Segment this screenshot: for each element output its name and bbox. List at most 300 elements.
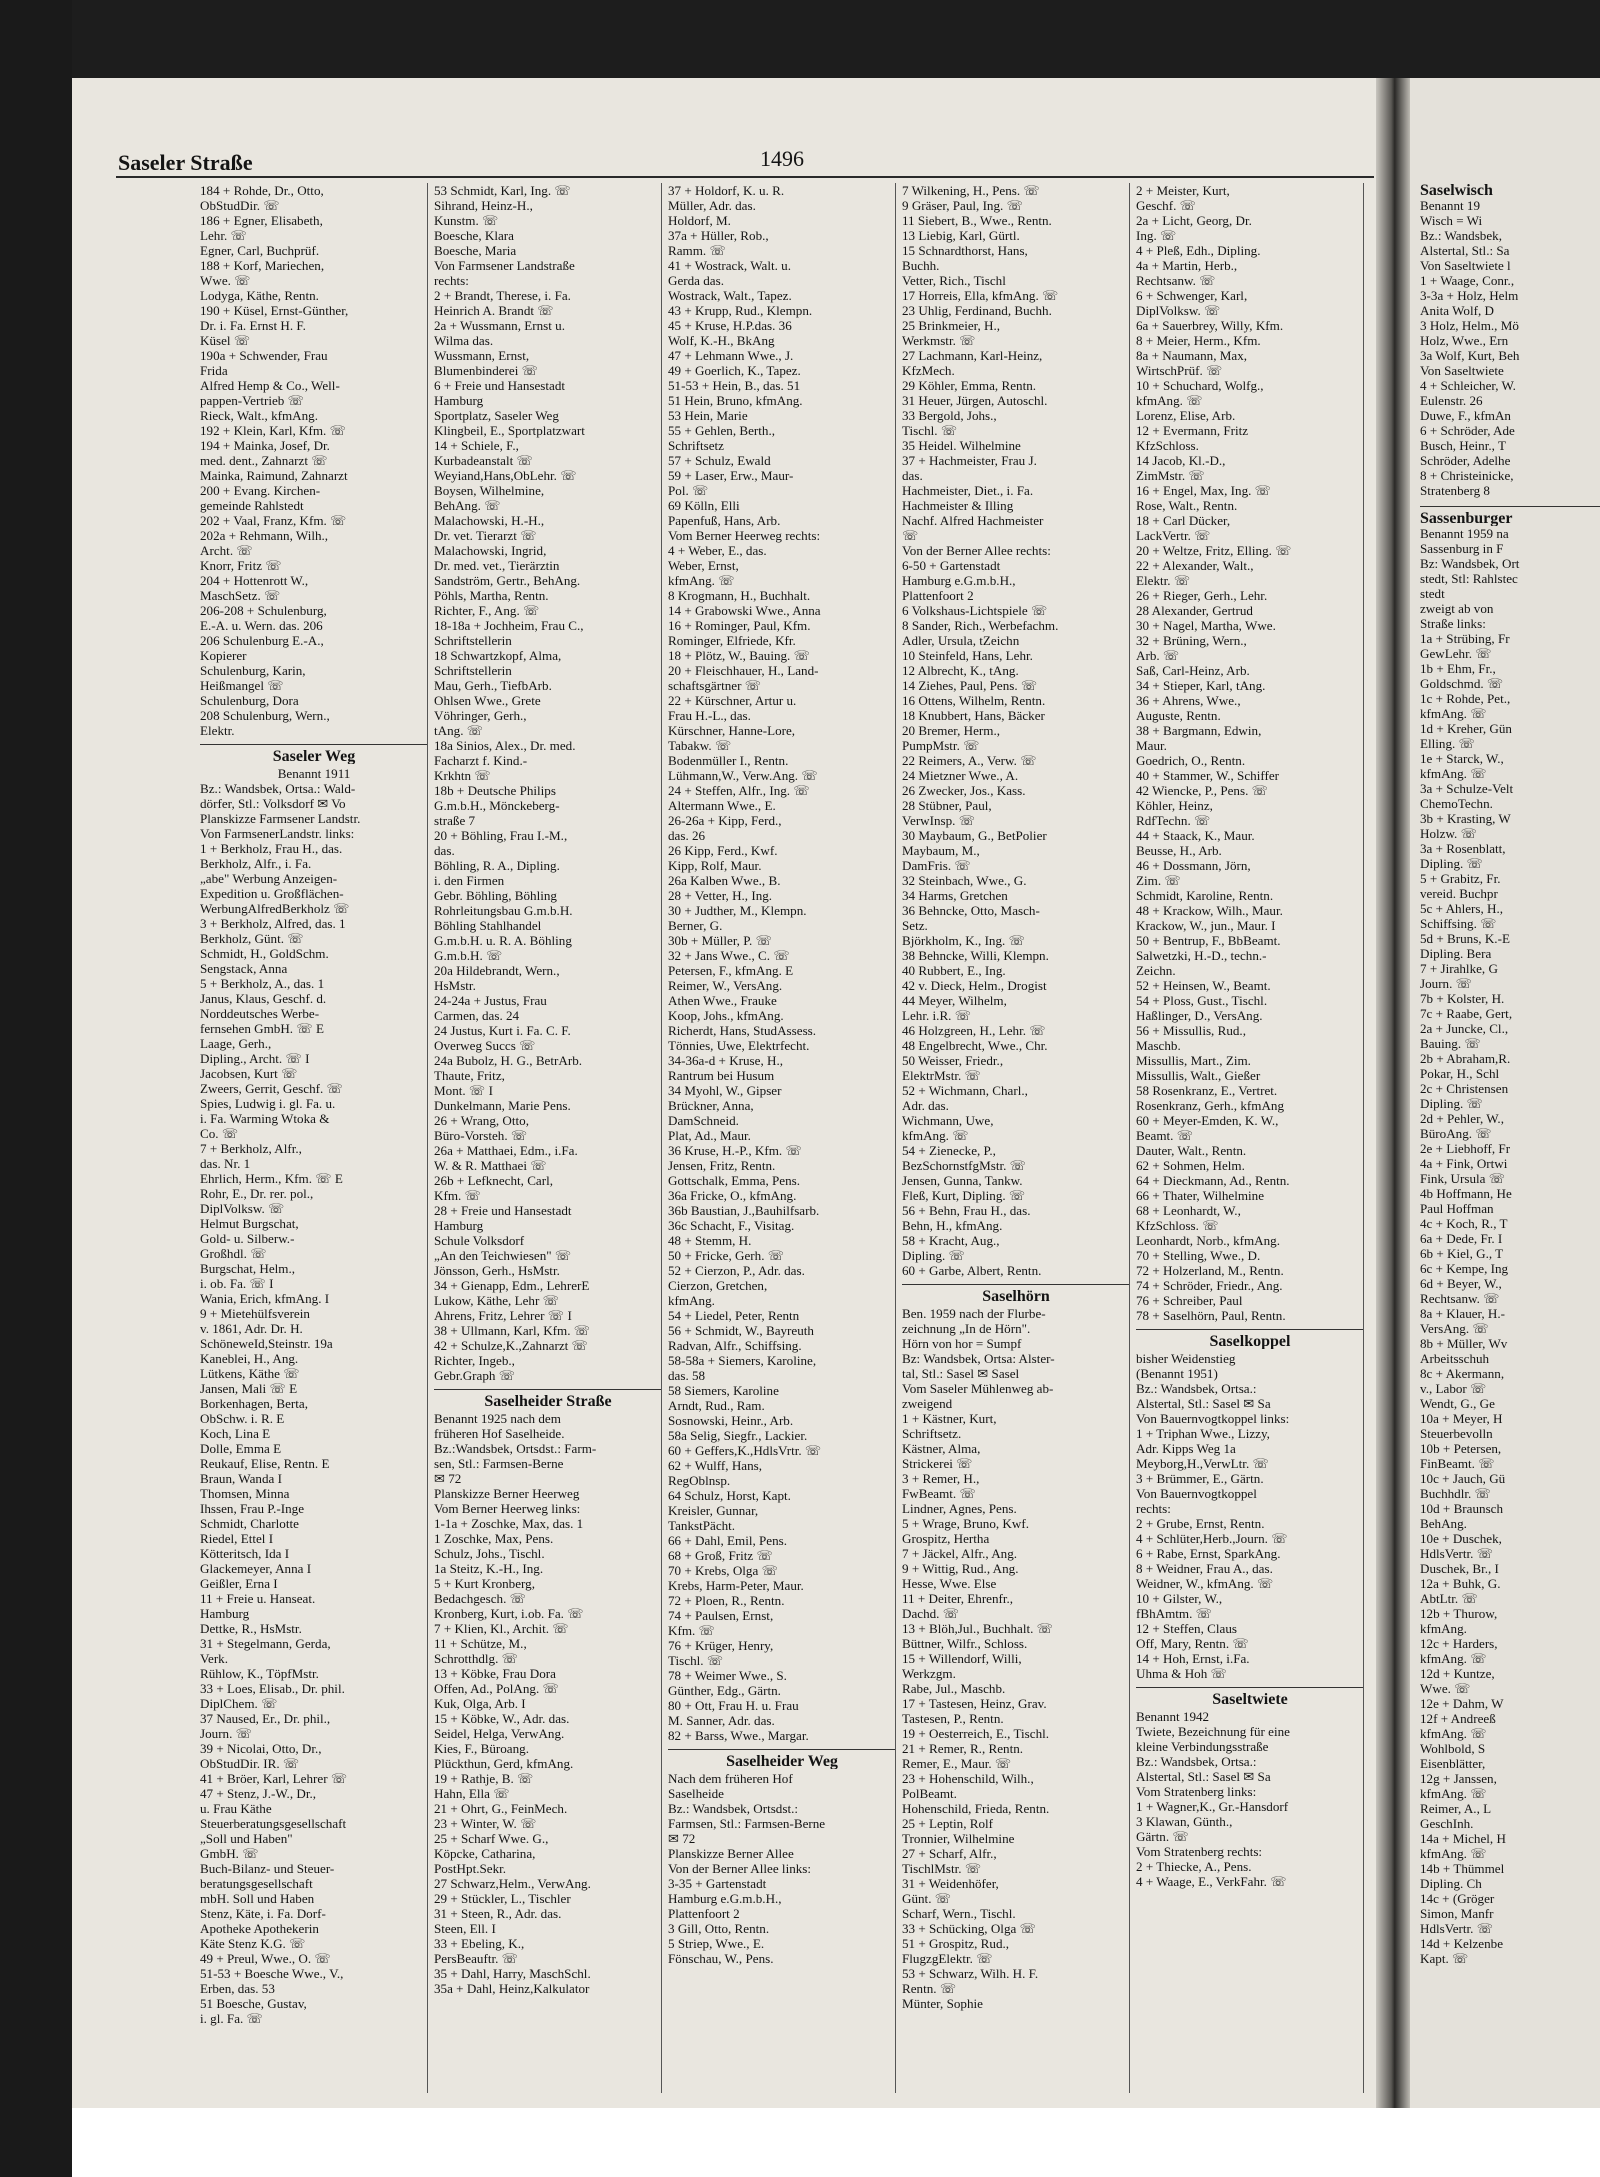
directory-entry: BehAng. [1420, 1516, 1467, 1531]
directory-entry: 52 + Cierzon, P., Adr. das. [668, 1263, 805, 1278]
directory-entry: 3 Holz, Helm., Mö [1420, 318, 1519, 333]
directory-entry: 4a + Fink, Ortwi [1420, 1156, 1508, 1171]
directory-entry: Dipling. ☏ [902, 1248, 965, 1263]
directory-entry: GeschInh. [1420, 1816, 1474, 1831]
directory-entry: Erben, das. 53 [200, 1981, 275, 1996]
directory-entry: 12a + Buhk, G. [1420, 1576, 1501, 1591]
directory-entry: 14 + Schiele, F., [434, 438, 519, 453]
directory-entry: 2 + Thiecke, A., Pens. [1136, 1859, 1252, 1874]
directory-entry: Wilma das. [434, 333, 494, 348]
directory-entry: Hamburg [200, 1606, 250, 1621]
directory-entry: 78 + Weimer Wwe., S. [668, 1668, 787, 1683]
col1-entries [200, 183, 428, 738]
directory-entry: 8 + Christeinicke, [1420, 468, 1514, 483]
directory-entry: 51 + Grospitz, Rud., [902, 1936, 1010, 1951]
directory-entry: Klingbeil, E., Sportplatzwart [434, 423, 585, 438]
directory-entry: 4 + Schlüter,Herb.,Journ. ☏ [1136, 1531, 1288, 1546]
directory-entry: Von FarmsenerLandstr. links: [200, 826, 355, 841]
directory-entry: Berner, G. [668, 918, 723, 933]
directory-entry: G.m.b.H., Mönckeberg- [434, 798, 560, 813]
directory-entry: Plattenfoort 2 [668, 1906, 740, 1921]
directory-entry: 14b + Thümmel [1420, 1861, 1505, 1876]
directory-entry: Burgschat, Helm., [200, 1261, 296, 1276]
directory-entry: Jacobsen, Kurt ☏ [200, 1066, 298, 1081]
directory-entry: 6 + Schwenger, Karl, [1136, 288, 1248, 303]
directory-entry: Hamburg [434, 393, 484, 408]
directory-entry: 76 + Krüger, Henry, [668, 1638, 774, 1653]
directory-entry: Pol. ☏ [668, 483, 709, 498]
directory-entry: Wwe. ☏ [1420, 1681, 1471, 1696]
directory-entry: 14a + Michel, H [1420, 1831, 1506, 1846]
directory-entry: fBhAmtm. ☏ [1136, 1606, 1213, 1621]
directory-entry: 5c + Ahlers, H., [1420, 901, 1504, 916]
directory-entry: Thomsen, Minna [200, 1486, 290, 1501]
directory-entry: Lütkens, Käthe ☏ [200, 1366, 300, 1381]
directory-entry: Käte Stenz K.G. ☏ [200, 1936, 306, 1951]
col3b-entries [668, 1771, 896, 1966]
directory-entry: G.m.b.H. ☏ [434, 948, 503, 963]
directory-entry: 41 + Bröer, Karl, Lehrer ☏ [200, 1771, 348, 1786]
directory-entry: Dipling. ☏ [1420, 856, 1483, 871]
directory-entry: Kfm. ☏ [434, 1188, 481, 1203]
directory-entry: Anita Wolf, D [1420, 303, 1494, 318]
directory-entry: Hamburg e.G.m.b.H., [668, 1891, 782, 1906]
directory-entry: Reukauf, Elise, Rentn. E [200, 1456, 330, 1471]
directory-entry: kfmAng. ☏ [1420, 706, 1487, 721]
directory-entry: 18-18a + Jochheim, Frau C., [434, 618, 584, 633]
directory-entry: 26 Kipp, Ferd., Kwf. [668, 843, 778, 858]
directory-entry: 8 Sander, Rich., Werbefachm. [902, 618, 1059, 633]
directory-entry: Gärtn. ☏ [1136, 1829, 1189, 1844]
directory-entry: 46 + Dossmann, Jörn, [1136, 858, 1251, 873]
directory-entry: Spies, Ludwig i. gl. Fa. u. [200, 1096, 336, 1111]
directory-entry: RdfTechn. ☏ [1136, 813, 1211, 828]
directory-entry: Bz.: Wandsbek, Ortsa.: [1136, 1754, 1257, 1769]
directory-entry: 25 + Leptin, Rolf [902, 1816, 994, 1831]
directory-entry: Gottschalk, Emma, Pens. [668, 1173, 801, 1188]
directory-entry: Offen, Ad., PolAng. ☏ [434, 1681, 559, 1696]
directory-entry: Leonhardt, Norb., kfmAng. [1136, 1233, 1280, 1248]
directory-entry: 32 + Brüning, Wern., [1136, 633, 1247, 648]
directory-entry: Sihrand, Heinz-H., [434, 198, 533, 213]
directory-entry: 52 + Heinsen, W., Beamt. [1136, 978, 1271, 993]
directory-entry: Schriftsetz. [902, 1426, 962, 1441]
directory-entry: Schrotthdlg. ☏ [434, 1651, 519, 1666]
directory-entry: VerwInsp. ☏ [902, 813, 976, 828]
directory-entry: Krebs, Harm-Peter, Maur. [668, 1578, 804, 1593]
directory-entry: Kronberg, Kurt, i.ob. Fa. ☏ [434, 1606, 584, 1621]
directory-entry: Dipling., Archt. ☏ I [200, 1051, 310, 1066]
directory-entry: Dipling. Ch [1420, 1876, 1482, 1891]
section-title: Saseler Weg [200, 744, 428, 764]
directory-entry: das. 26 [668, 828, 706, 843]
directory-entry: Vom Saseler Mühlenweg ab- [902, 1381, 1054, 1396]
directory-entry: Gebr. Böhling, Böhling [434, 888, 557, 903]
directory-entry: Dolle, Emma E [200, 1441, 282, 1456]
directory-entry: 5d + Bruns, K.-E [1420, 931, 1510, 946]
directory-entry: Knorr, Fritz ☏ [200, 558, 282, 573]
directory-entry: das. Nr. 1 [200, 1156, 251, 1171]
directory-entry: 14d + Kelzenbe [1420, 1936, 1504, 1951]
directory-entry: Braun, Wanda I [200, 1471, 282, 1486]
directory-entry: Thaute, Fritz, [434, 1068, 505, 1083]
directory-entry: vereid. Buchpr [1420, 886, 1498, 901]
directory-entry: Cierzon, Gretchen, [668, 1278, 768, 1293]
directory-entry: Rohr, E., Dr. rer. pol., [200, 1186, 314, 1201]
directory-entry: 35a + Dahl, Heinz,Kalkulator [434, 1981, 590, 1996]
directory-entry: Schulenburg, Dora [200, 693, 299, 708]
directory-entry: 11 + Schütze, M., [434, 1636, 527, 1651]
directory-entry: Kaneblei, H., Ang. [200, 1351, 299, 1366]
directory-entry: 37 + Holdorf, K. u. R. [668, 183, 785, 198]
directory-entry: Vom Berner Heerweg rechts: [668, 528, 821, 543]
directory-entry: 206-208 + Schulenburg, [200, 603, 327, 618]
directory-entry: tal, Stl.: Sasel ✉ Sasel [902, 1366, 1020, 1381]
directory-entry: 11 + Freie u. Hanseat. [200, 1591, 316, 1606]
directory-entry: Bz.: Wandsbek, [1420, 228, 1502, 243]
directory-entry: 34 + Gienapp, Edm., LehrerE [434, 1278, 590, 1293]
directory-entry: Arndt, Rud., Ram. [668, 1398, 765, 1413]
directory-entry: 6a + Sauerbrey, Willy, Kfm. [1136, 318, 1284, 333]
col4b-entries [902, 1306, 1130, 2011]
directory-entry: das. [902, 468, 923, 483]
directory-entry: Kästner, Alma, [902, 1441, 981, 1456]
directory-entry: 1 Zoschke, Max, Pens. [434, 1531, 554, 1546]
directory-entry: 3a + Rosenblatt, [1420, 841, 1506, 856]
directory-entry: 28 Alexander, Gertrud [1136, 603, 1253, 618]
directory-entry: Weyiand,Hans,ObLehr. ☏ [434, 468, 577, 483]
directory-entry: 74 + Schröder, Friedr., Ang. [1136, 1278, 1283, 1293]
directory-entry: Jönsson, Gerh., HsMstr. [434, 1263, 560, 1278]
directory-entry: Müller, Adr. das. [668, 198, 756, 213]
directory-entry: kleine Verbindungsstraße [1136, 1739, 1269, 1754]
col2b-entries [434, 1411, 662, 1996]
directory-entry: 14 + Grabowski Wwe., Anna [668, 603, 821, 618]
directory-entry: Wohlbold, S [1420, 1741, 1486, 1756]
directory-entry: 35 + Dahl, Harry, MaschSchl. [434, 1966, 591, 1981]
directory-entry: 32 + Jans Wwe., C. ☏ [668, 948, 790, 963]
directory-entry: i. Fa. Warming Wtoka & [200, 1111, 330, 1126]
directory-entry: Facharzt f. Kind.- [434, 753, 528, 768]
directory-entry: 19 + Rathje, B. ☏ [434, 1771, 534, 1786]
directory-entry: Dettke, R., HsMstr. [200, 1621, 302, 1636]
directory-entry: 56 + Schmidt, W., Bayreuth [668, 1323, 814, 1338]
directory-entry: 1 + Wagner,K., Gr.-Hansdorf [1136, 1799, 1289, 1814]
directory-entry: 58 + Kracht, Aug., [902, 1233, 1000, 1248]
directory-entry: 43 + Krupp, Rud., Klempn. [668, 303, 813, 318]
directory-entry: Wendt, G., Ge [1420, 1396, 1495, 1411]
directory-entry: Paul Hoffman [1420, 1201, 1494, 1216]
directory-entry: Jensen, Fritz, Rentn. [668, 1158, 776, 1173]
directory-entry: Werkzgm. [902, 1666, 956, 1681]
directory-entry: 31 + Weidenhöfer, [902, 1876, 999, 1891]
directory-entry: Weidner, W., kfmAng. ☏ [1136, 1576, 1274, 1591]
directory-entry: Rose, Walt., Rentn. [1136, 498, 1238, 513]
directory-entry: 48 + Krackow, Wilh., Maur. [1136, 903, 1283, 918]
directory-entry: 20 + Weltze, Fritz, Elling. ☏ [1136, 543, 1292, 558]
directory-entry: 39 + Nicolai, Otto, Dr., [200, 1741, 322, 1756]
directory-entry: WerbungAlfredBerkholz ☏ [200, 901, 350, 916]
directory-entry: 8 Krogmann, H., Buchhalt. [668, 588, 811, 603]
directory-entry: Straße links: [1420, 616, 1486, 631]
directory-entry: Kfm. ☏ [668, 1623, 715, 1638]
directory-entry: 68 + Groß, Fritz ☏ [668, 1548, 773, 1563]
directory-entry: 11 Siebert, B., Wwe., Rentn. [902, 213, 1052, 228]
directory-entry: Ing. ☏ [1136, 228, 1177, 243]
directory-entry: Dachd. ☏ [902, 1606, 960, 1621]
directory-entry: Ohlsen Wwe., Grete [434, 693, 541, 708]
directory-entry: Duschek, Br., I [1420, 1561, 1499, 1576]
directory-entry: Reimer, W., VersAng. [668, 978, 783, 993]
directory-entry: 32 Steinbach, Wwe., G. [902, 873, 1027, 888]
directory-entry: Gold- u. Silberw.- [200, 1231, 295, 1246]
directory-entry: kfmAng. ☏ [1420, 1726, 1487, 1741]
directory-entry: 30 + Judther, M., Klempn. [668, 903, 807, 918]
directory-entry: Rühlow, K., TöpfMstr. [200, 1666, 319, 1681]
directory-entry: 14 Jacob, Kl.-D., [1136, 453, 1226, 468]
directory-entry: Schriftsetz [668, 438, 724, 453]
directory-entry: 6-50 + Gartenstadt [902, 558, 1001, 573]
directory-entry: ObStudDir. IR. ☏ [200, 1756, 300, 1771]
col5b-entries [1136, 1351, 1364, 1681]
directory-entry: Buch-Bilanz- und Steuer- [200, 1861, 335, 1876]
directory-entry: Richerdt, Hans, StudAssess. [668, 1023, 817, 1038]
directory-entry: Sengstack, Anna [200, 961, 288, 976]
directory-entry: 52 + Wichmann, Charl., [902, 1083, 1028, 1098]
directory-entry: Planskizze Berner Heerweg [434, 1486, 580, 1501]
directory-entry: DiplVolksw. ☏ [1136, 303, 1221, 318]
directory-entry: 74 + Paulsen, Ernst, [668, 1608, 774, 1623]
directory-entry: Kipp, Rolf, Maur. [668, 858, 762, 873]
directory-entry: 50 Weisser, Friedr., [902, 1053, 1004, 1068]
directory-entry: 1 + Berkholz, Frau H., das. [200, 841, 343, 856]
directory-entry: 204 + Hottenrott W., [200, 573, 309, 588]
directory-entry: Vöhringer, Gerh., [434, 708, 527, 723]
directory-entry: Duwe, F., kfmAn [1420, 408, 1511, 423]
directory-entry: 3 + Remer, H., [902, 1471, 980, 1486]
directory-entry: 24a Bubolz, H. G., BetrArb. [434, 1053, 583, 1068]
directory-entry: Ramm. ☏ [668, 243, 726, 258]
directory-entry: 22 + Kürschner, Artur u. [668, 693, 797, 708]
directory-entry: Missullis, Walt., Gießer [1136, 1068, 1261, 1083]
directory-entry: 194 + Mainka, Josef, Dr. [200, 438, 330, 453]
directory-entry: TischlMstr. ☏ [902, 1861, 982, 1876]
directory-entry: 3-3a + Holz, Helm [1420, 288, 1519, 303]
directory-entry: 55 + Gehlen, Berth., [668, 423, 776, 438]
directory-entry: Saselheide [668, 1786, 724, 1801]
directory-entry: Günther, Edg., Gärtn. [668, 1683, 781, 1698]
directory-entry: Twiete, Bezeichnung für eine [1136, 1724, 1290, 1739]
directory-entry: Planskizze Farmsener Landstr. [200, 811, 361, 826]
directory-entry: 33 + Schücking, Olga ☏ [902, 1921, 1036, 1936]
directory-entry: Brückner, Anna, [668, 1098, 754, 1113]
directory-entry: Plattenfoort 2 [902, 588, 974, 603]
directory-entry: 53 + Schwarz, Wilh. H. F. [902, 1966, 1039, 1981]
directory-entry: fernsehen GmbH. ☏ E [200, 1021, 325, 1036]
directory-entry: Goedrich, O., Rentn. [1136, 753, 1246, 768]
directory-entry: Kürschner, Hanne-Lore, [668, 723, 796, 738]
section-subtitle: Benannt 1911 [277, 766, 351, 781]
directory-entry: Pöhls, Martha, Rentn. [434, 588, 549, 603]
directory-entry: Saß, Carl-Heinz, Arb. [1136, 663, 1250, 678]
directory-entry: 46 Holzgreen, H., Lehr. ☏ [902, 1023, 1046, 1038]
directory-entry: sen, Stl.: Farmsen-Berne [434, 1456, 564, 1471]
directory-entry: 5 Striep, Wwe., E. [668, 1936, 765, 1951]
directory-entry: 2e + Liebhoff, Fr [1420, 1141, 1511, 1156]
directory-entry: Vom Stratenberg rechts: [1136, 1844, 1263, 1859]
directory-entry: Egner, Carl, Buchprüf. [200, 243, 320, 258]
directory-entry: 10 + Gilster, W., [1136, 1591, 1223, 1606]
directory-entry: u. Frau Käthe [200, 1801, 272, 1816]
directory-entry: 2 + Brandt, Therese, i. Fa. [434, 288, 571, 303]
directory-entry: 62 + Sohmen, Helm. [1136, 1158, 1245, 1173]
directory-entry: Wisch = Wi [1420, 213, 1483, 228]
directory-entry: v., Labor ☏ [1420, 1381, 1487, 1396]
directory-entry: Schiffsing. ☏ [1420, 916, 1497, 931]
directory-entry: Maur. [1136, 738, 1167, 753]
directory-entry: Kapt. ☏ [1420, 1951, 1469, 1966]
directory-entry: Archt. ☏ [200, 543, 253, 558]
directory-entry: 1a + Strübing, Fr [1420, 631, 1510, 646]
directory-entry: 30 + Nagel, Martha, Wwe. [1136, 618, 1276, 633]
directory-entry: Wostrack, Walt., Tapez. [668, 288, 792, 303]
directory-entry: Boesche, Klara [434, 228, 514, 243]
directory-entry: Holz, Wwe., Ern [1420, 333, 1509, 348]
directory-entry: stedt [1420, 586, 1445, 601]
directory-entry: 25 + Scharf Wwe. G., [434, 1831, 549, 1846]
directory-entry: Glackemeyer, Anna I [200, 1561, 312, 1576]
directory-entry: 53 Hein, Marie [668, 408, 748, 423]
directory-entry: 42 Wiencke, P., Pens. ☏ [1136, 783, 1268, 798]
directory-entry: 184 + Rohde, Dr., Otto, [200, 183, 324, 198]
directory-entry: med. dent., Zahnarzt ☏ [200, 453, 328, 468]
directory-entry: 36 + Ahrens, Wwe., [1136, 693, 1241, 708]
directory-entry: 190a + Schwender, Frau [200, 348, 328, 363]
directory-entry: Hahn, Ella ☏ [434, 1786, 510, 1801]
directory-entry: 27 Lachmann, Karl-Heinz, [902, 348, 1043, 363]
directory-entry: 36 Behncke, Otto, Masch- [902, 903, 1040, 918]
directory-entry: Ehrlich, Herm., Kfm. ☏ E [200, 1171, 343, 1186]
directory-entry: Bodenmüller I., Rentn. [668, 753, 789, 768]
directory-entry: 5 + Kurt Kronberg, [434, 1576, 535, 1591]
directory-entry: Schmidt, Charlotte [200, 1516, 299, 1531]
directory-entry: Lukow, Käthe, Lehr ☏ [434, 1293, 559, 1308]
directory-entry: 208 Schulenburg, Wern., [200, 708, 330, 723]
facing-entries-2 [1420, 526, 1600, 1966]
directory-entry: 13 + Köbke, Frau Dora [434, 1666, 556, 1681]
directory-entry: 26a Kalben Wwe., B. [668, 873, 781, 888]
directory-entry: Ahrens, Fritz, Lehrer ☏ I [434, 1308, 572, 1323]
directory-entry: 31 + Steen, R., Adr. das. [434, 1906, 562, 1921]
directory-entry: 6 + Freie und Hansestadt [434, 378, 566, 393]
directory-entry: KfzSchloss. ☏ [1136, 1218, 1219, 1233]
directory-entry: 3 Gill, Otto, Rentn. [668, 1921, 770, 1936]
directory-entry: 33 Bergold, Johs., [902, 408, 997, 423]
directory-entry: schaftsgärtner ☏ [668, 678, 762, 693]
directory-entry: 25 Brinkmeier, H., [902, 318, 1001, 333]
directory-entry: Rentn. ☏ [902, 1981, 957, 1996]
directory-entry: Borkenhagen, Berta, [200, 1396, 308, 1411]
directory-entry: 202 + Vaal, Franz, Kfm. ☏ [200, 513, 347, 528]
directory-entry: 11 + Deiter, Ehrenfr., [902, 1591, 1014, 1606]
directory-entry: bisher Weidenstieg [1136, 1351, 1236, 1366]
directory-entry: 22 + Alexander, Walt., [1136, 558, 1254, 573]
directory-entry: 22 Reimers, A., Verw. ☏ [902, 753, 1037, 768]
facing-page [1410, 78, 1600, 2108]
directory-entry: 2a + Juncke, Cl., [1420, 1021, 1509, 1036]
directory-entry: Schröder, Adelhe [1420, 453, 1511, 468]
directory-entry: Frida [200, 363, 228, 378]
directory-entry: 10b + Petersen, [1420, 1441, 1502, 1456]
directory-entry: Journ. ☏ [200, 1726, 253, 1741]
directory-entry: 58 Rosenkranz, E., Vertret. [1136, 1083, 1278, 1098]
directory-entry: rechts: [434, 273, 469, 288]
directory-entry: Bz: Wandsbek, Ort [1420, 556, 1520, 571]
directory-entry: Elektr. [200, 723, 235, 738]
directory-entry: Zeichn. [1136, 963, 1176, 978]
directory-entry: 1 + Kästner, Kurt, [902, 1411, 997, 1426]
scan-bottom-border [72, 2108, 1600, 2177]
directory-entry: Reimer, A., L [1420, 1801, 1492, 1816]
directory-entry: Behn, H., kfmAng. [902, 1218, 1003, 1233]
directory-entry: i. ob. Fa. ☏ I [200, 1276, 274, 1291]
directory-entry: 5 + Wrage, Bruno, Kwf. [902, 1516, 1029, 1531]
directory-entry: 7 + Jirahlke, G [1420, 961, 1498, 976]
directory-entry: 17 Horreis, Ella, kfmAng. ☏ [902, 288, 1059, 303]
directory-entry: Zim. ☏ [1136, 873, 1181, 888]
directory-entry: das. 58 [668, 1368, 706, 1383]
directory-entry: Rosenkranz, Gerh., kfmAng [1136, 1098, 1284, 1113]
directory-entry: 190 + Küsel, Ernst-Günther, [200, 303, 349, 318]
directory-entry: Wania, Erich, kfmAng. I [200, 1291, 330, 1306]
directory-entry: früheren Hof Saselheide. [434, 1426, 565, 1441]
directory-entry: 202a + Rehmann, Wilh., [200, 528, 329, 543]
directory-entry: Bedachgesch. ☏ [434, 1591, 526, 1606]
directory-entry: 42 + Schulze,K.,Zahnarzt ☏ [434, 1338, 588, 1353]
directory-entry: BüroAng. ☏ [1420, 1126, 1492, 1141]
directory-entry: Bauing. ☏ [1420, 1036, 1481, 1051]
directory-entry: Sosnowski, Heinr., Arb. [668, 1413, 794, 1428]
directory-entry: WirtschPrüf. ☏ [1136, 363, 1223, 378]
directory-entry: 30 Maybaum, G., BetPolier [902, 828, 1047, 843]
column-2 [434, 183, 662, 2093]
directory-entry: Benannt 19 [1420, 198, 1481, 213]
directory-entry: 28 Stübner, Paul, [902, 798, 992, 813]
directory-entry: 6 Volkshaus-Lichtspiele ☏ [902, 603, 1048, 618]
directory-entry: Elektr. ☏ [1136, 573, 1191, 588]
directory-entry: Alstertal, Stl.: Sa [1420, 243, 1510, 258]
directory-entry: Missullis, Mart., Zim. [1136, 1053, 1251, 1068]
directory-entry: 18 Schwartzkopf, Alma, [434, 648, 562, 663]
directory-entry: DiplChem. ☏ [200, 1696, 278, 1711]
directory-entry: Rabe, Jul., Maschb. [902, 1681, 1006, 1696]
facing-entries-1 [1420, 198, 1600, 498]
directory-entry: Radvan, Alfr., Schiffsing. [668, 1338, 802, 1353]
directory-entry: 34 Myohl, W., Gipser [668, 1083, 782, 1098]
directory-entry: 38 + Bargmann, Edwin, [1136, 723, 1262, 738]
directory-entry: 60 + Geffers,K.,HdlsVrtr. ☏ [668, 1443, 822, 1458]
directory-entry: Lehr. i.R. ☏ [902, 1008, 972, 1023]
directory-entry: 3a Wolf, Kurt, Beh [1420, 348, 1520, 363]
directory-entry: Overweg Succs ☏ [434, 1038, 536, 1053]
directory-entry: 37 Naused, Er., Dr. phil., [200, 1711, 331, 1726]
directory-entry: Kuk, Olga, Arb. I [434, 1696, 526, 1711]
directory-entry: Koop, Johs., kfmAng. [668, 1008, 784, 1023]
directory-entry: 4 + Weber, E., das. [668, 543, 767, 558]
directory-entry: Dauter, Walt., Rentn. [1136, 1143, 1247, 1158]
directory-entry: ✉ 72 [434, 1471, 462, 1486]
directory-entry: Vetter, Rich., Tischl [902, 273, 1006, 288]
